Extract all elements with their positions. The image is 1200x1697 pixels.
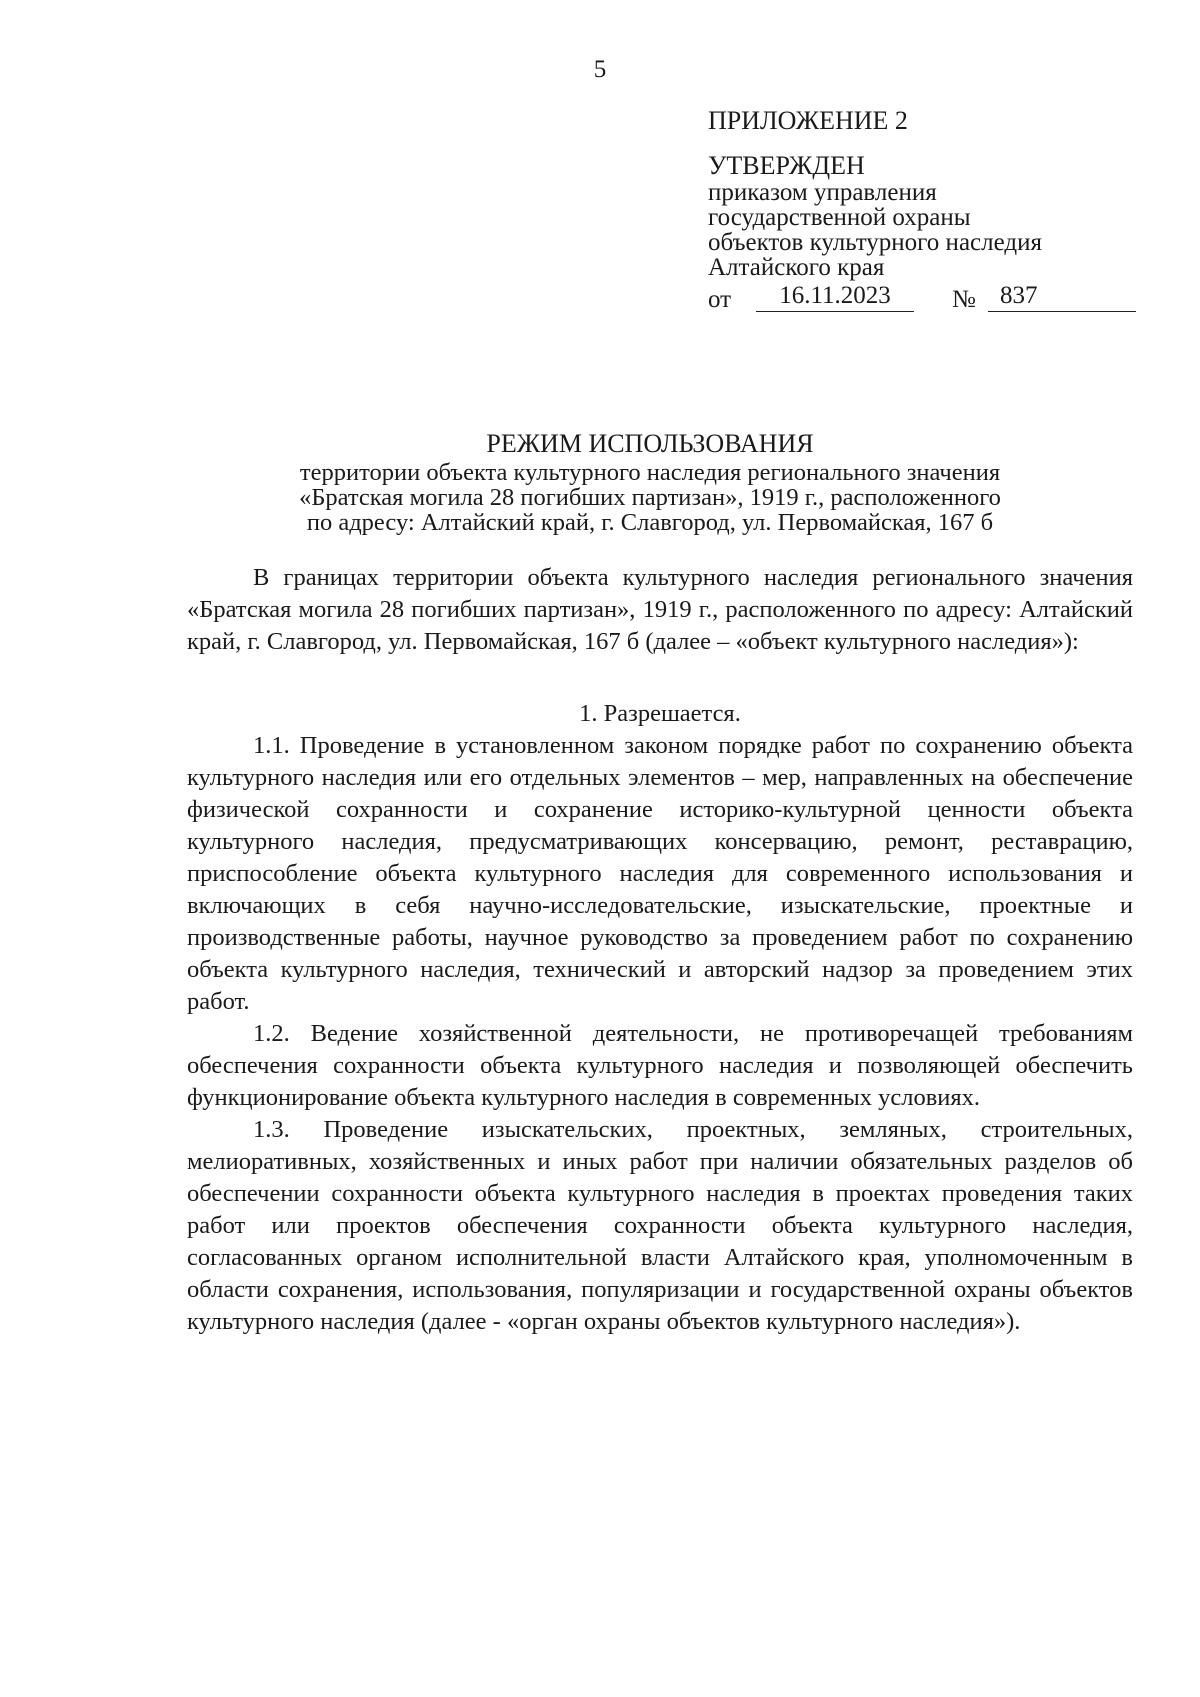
number-sign: № <box>952 286 976 313</box>
appendix-title: ПРИЛОЖЕНИЕ 2 <box>708 106 908 135</box>
order-number: 837 <box>988 283 1136 312</box>
document-body <box>187 562 1133 1338</box>
order-date: 16.11.2023 <box>756 283 914 312</box>
approval-line: объектов культурного наследия <box>708 229 1042 256</box>
approval-line: приказом управления <box>708 179 937 206</box>
approval-line: Алтайского края <box>708 254 885 281</box>
page-number: 5 <box>593 56 607 83</box>
order-date-number <box>708 283 1178 313</box>
list-item: 1.2. Ведение хозяйственной деятельности, не противоречащей требованиям обеспечения сохранности объекта культурного наследия и позволяющей обеспечить функционирование объекта культурного наследия в современных условиях. <box>187 1020 1133 1111</box>
from-label: от <box>708 286 732 313</box>
approval-stamp-block <box>708 108 1178 313</box>
list-item: 1.1. Проведение в установленном законом порядке работ по сохранению объекта культурного наследия или его отдельных элементов – мер, направленных на обеспечение физической сохранности и сохранение историко-культурной ценности объекта культурного наследия, предусматривающих консервацию, ремонт, реставрацию, приспособление объекта культурного наследия для современного использования и включающих в себя научно-исследовательские, изыскательские, проектные и производственные работы, научное руководство за проведением работ по сохранению объекта культурного наследия, технический и авторский надзор за проведением этих работ. <box>187 732 1133 1015</box>
approved-word: УТВЕРЖДЕН <box>708 151 865 180</box>
section-heading: 1. Разрешается. <box>579 700 741 727</box>
title-line: территории объекта культурного наследия регионального значения <box>299 459 1001 486</box>
document-title <box>190 430 1110 535</box>
main-title: РЕЖИМ ИСПОЛЬЗОВАНИЯ <box>486 429 814 458</box>
title-line: «Братская могила 28 погибших партизан», 1919 г., расположенного <box>299 484 1001 511</box>
intro-paragraph: В границах территории объекта культурного наследия регионального значения «Братская могила 28 погибших партизан», 1919 г., расположенного по адресу: Алтайский край, г. Славгород, ул. Первомайская, 167 б (далее – «объект культурного наследия»): <box>187 564 1133 655</box>
title-line: по адресу: Алтайский край, г. Славгород, ул. Первомайская, 167 б <box>306 509 994 536</box>
list-item: 1.3. Проведение изыскательских, проектных, земляных, строительных, мелиоративных, хозяйственных и иных работ при наличии обязательных разделов об обеспечении сохранности объекта культурного наследия в проектах проведения таких работ или проектов обеспечения сохранности объекта культурного наследия, согласованных органом исполнительной власти Алтайского края, уполномоченным в области сохранения, использования, популяризации и государственной охраны объектов культурного наследия (далее - «орган охраны объектов культурного наследия»). <box>187 1116 1133 1335</box>
approval-line: государственной охраны <box>708 204 971 231</box>
